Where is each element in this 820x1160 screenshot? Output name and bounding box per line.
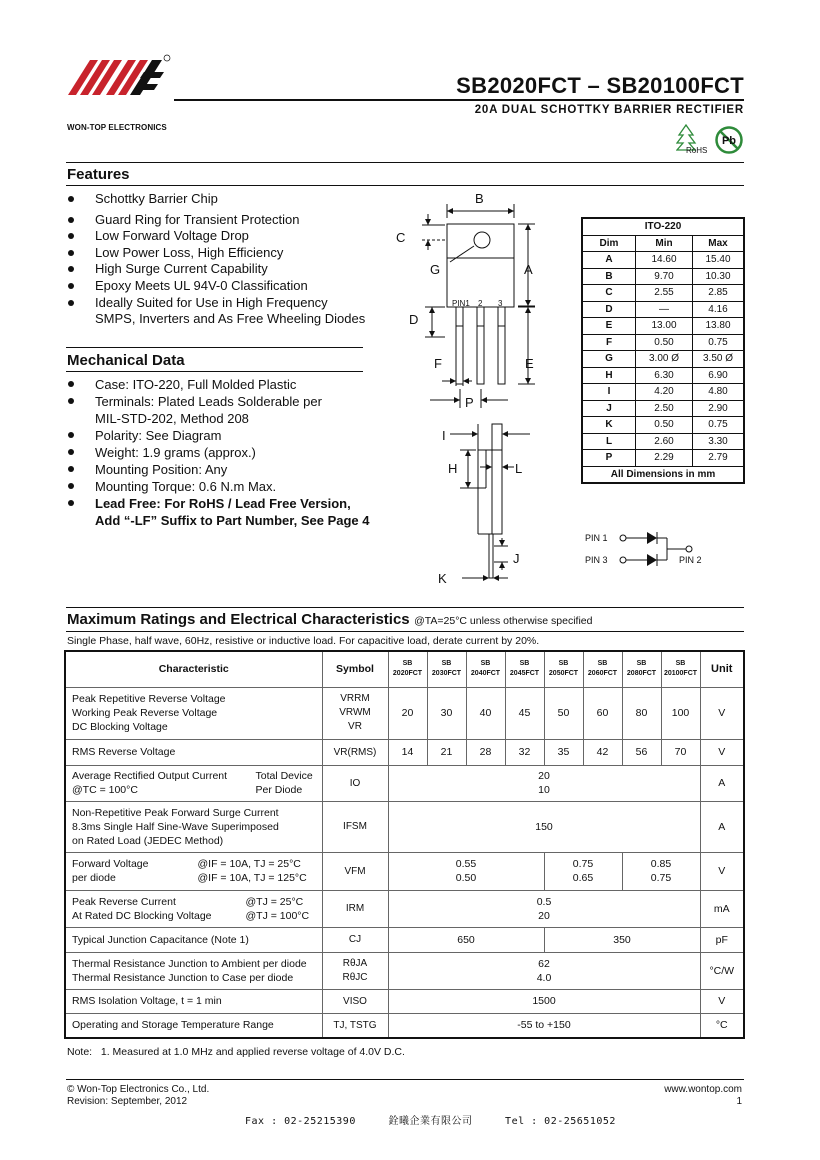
pin-label: PIN1 (452, 299, 470, 308)
list-item-continued: Add “-LF” Suffix to Part Number, See Page 4 (95, 513, 370, 528)
revision: Revision: September, 2012 (67, 1096, 188, 1107)
page-title: SB2020FCT – SB20100FCT (456, 73, 744, 98)
table-header: Unit (700, 651, 744, 687)
table-row: G 3.00 Ø 3.50 Ø (582, 351, 744, 368)
table-row: H 6.30 6.90 (582, 367, 744, 384)
ratings-note-line: Single Phase, half wave, 60Hz, resistive or inductive load. For capacitive load, derate current by 20%. (67, 635, 540, 647)
company-name: WON-TOP ELECTRONICS (67, 123, 167, 132)
pin-schematic (585, 528, 715, 574)
table-header: SB 20100FCT (661, 651, 700, 687)
features-top-rule (66, 162, 744, 163)
table-row: D — 4.16 (582, 301, 744, 318)
table-header: Min (636, 235, 693, 252)
pin-label: PIN 1 (585, 533, 608, 543)
package-outline-diagram (390, 186, 575, 596)
dim-label: E (525, 356, 534, 371)
list-item: Weight: 1.9 grams (approx.) (66, 444, 406, 461)
table-row: J 2.50 2.90 (582, 400, 744, 417)
list-item: High Surge Current Capability (66, 261, 406, 278)
list-item: Epoxy Meets UL 94V-0 Classification (66, 278, 406, 295)
ratings-title: Maximum Ratings and Electrical Characteristics (67, 611, 410, 628)
svg-text:RoHS: RoHS (686, 146, 708, 154)
table-row: P 2.29 2.79 (582, 450, 744, 467)
table-row: Peak Reverse Current @TJ = 25°C At Rated DC Blocking Voltage @TJ = 100°C IRM 0.5 20 mA (65, 890, 744, 927)
list-item: Guard Ring for Transient Protection (66, 212, 406, 229)
dim-label: B (475, 191, 484, 206)
dim-label: D (409, 312, 419, 327)
svg-text:Pb: Pb (721, 135, 737, 147)
table-row: Thermal Resistance Junction to Ambient per diode Thermal Resistance Junction to Case per diode RθJA RθJC 62 4.0 °C/W (65, 952, 744, 989)
table-row: Peak Repetitive Reverse Voltage Working Peak Reverse Voltage DC Blocking Voltage VRRM VRWM VR 20 30 40 45 50 60 80 100 V (65, 687, 744, 739)
list-item: Schottky Barrier Chip (66, 191, 406, 208)
list-item: Ideally Suited for Use in High Frequency (66, 295, 406, 312)
list-item: Case: ITO-220, Full Molded Plastic (66, 376, 406, 393)
dimensions-table (581, 217, 745, 484)
copyright: © Won-Top Electronics Co., Ltd. (67, 1084, 210, 1095)
dim-label: G (430, 262, 441, 277)
dim-label: I (442, 428, 446, 443)
list-item: Low Forward Voltage Drop (66, 228, 406, 245)
list-item: Low Power Loss, High Efficiency (66, 245, 406, 262)
table-row: Typical Junction Capacitance (Note 1) CJ 650 350 pF (65, 927, 744, 952)
table-row: C 2.55 2.85 (582, 285, 744, 302)
table-row: RMS Reverse Voltage VR(RMS) 14 21 28 32 35 42 56 70 V (65, 739, 744, 765)
footer-rule (66, 1079, 744, 1080)
mechanical-top-rule (66, 347, 363, 348)
title-rule (174, 99, 744, 101)
ratings-condition: @TA=25°C unless otherwise specified (414, 615, 593, 627)
table-row: B 9.70 10.30 (582, 268, 744, 285)
pin-label: PIN 3 (585, 555, 608, 565)
dim-label: A (524, 262, 533, 277)
dim-label: F (434, 356, 442, 371)
pin-label: 3 (498, 299, 503, 308)
list-item: Lead Free: For RoHS / Lead Free Version, (66, 495, 406, 512)
table-row: Forward Voltage @IF = 10A, TJ = 25°C per diode @IF = 10A, TJ = 125°C VFM 0.55 0.50 0.75 0.65 0.85 0.75 V (65, 852, 744, 890)
pb-free-icon (714, 125, 744, 155)
ratings-top-rule (66, 607, 744, 608)
pin-label: 2 (478, 299, 483, 308)
table-row: Non-Repetitive Peak Forward Surge Current 8.3ms Single Half Sine-Wave Superimposed on Rated Load (JEDEC Method) IFSM 150 A (65, 801, 744, 852)
mechanical-rule (66, 371, 363, 372)
fax-line: Fax : 02-25215390 銓曦企業有限公司 Tel : 02-25651052 (245, 1116, 616, 1127)
list-item: Mounting Torque: 0.6 N.m Max. (66, 478, 406, 495)
list-item-continued: MIL-STD-202, Method 208 (95, 411, 249, 426)
mechanical-list (66, 376, 406, 529)
table-row: A 14.60 15.40 (582, 252, 744, 269)
dim-label: K (438, 571, 447, 586)
ratings-rule (66, 631, 744, 632)
table-header: SB 2050FCT (544, 651, 583, 687)
table-header: SB 2060FCT (583, 651, 622, 687)
dim-label: H (448, 461, 458, 476)
table-row (65, 651, 744, 687)
dim-label: J (513, 551, 520, 566)
table-row: K 0.50 0.75 (582, 417, 744, 434)
list-item-continued: SMPS, Inverters and As Free Wheeling Diodes (95, 311, 366, 327)
table-header: Dim (582, 235, 636, 252)
table-row: RMS Isolation Voltage, t = 1 min VISO 1500 V (65, 989, 744, 1013)
ratings-heading (67, 611, 592, 629)
website-link[interactable]: www.wontop.com (664, 1084, 742, 1095)
table-row: E 13.00 13.80 (582, 318, 744, 335)
table-header: SB 2045FCT (505, 651, 544, 687)
company-logo (66, 50, 174, 120)
table-header: SB 2080FCT (622, 651, 661, 687)
table-title: ITO-220 (582, 218, 744, 235)
footnote: Note: 1. Measured at 1.0 MHz and applied reverse voltage of 4.0V D.C. (67, 1046, 405, 1058)
features-list (66, 191, 406, 328)
mechanical-title: Mechanical Data (67, 352, 185, 369)
list-item: Terminals: Plated Leads Solderable per (66, 393, 406, 410)
list-item: Polarity: See Diagram (66, 427, 406, 444)
table-row: Operating and Storage Temperature Range TJ, TSTG -55 to +150 °C (65, 1013, 744, 1038)
table-row: Average Rectified Output Current Total Device @TC = 100°C Per Diode IO 20 10 A (65, 765, 744, 801)
page-number: 1 (736, 1096, 742, 1107)
dim-label: C (396, 230, 406, 245)
table-header: SB 2040FCT (466, 651, 505, 687)
table-header: SB 2030FCT (427, 651, 466, 687)
table-header: Characteristic (65, 651, 322, 687)
dim-label: L (515, 461, 523, 476)
features-title: Features (67, 166, 130, 183)
table-row: F 0.50 0.75 (582, 334, 744, 351)
ratings-table (64, 650, 745, 1039)
dim-label: P (465, 395, 474, 410)
table-footer: All Dimensions in mm (582, 466, 744, 483)
table-row: I 4.20 4.80 (582, 384, 744, 401)
rohs-icon (676, 124, 710, 154)
table-header: Symbol (322, 651, 388, 687)
table-header: SB 2020FCT (388, 651, 427, 687)
list-item: Mounting Position: Any (66, 461, 406, 478)
table-header: Max (693, 235, 745, 252)
table-row: L 2.60 3.30 (582, 433, 744, 450)
pin-label: PIN 2 (679, 555, 702, 565)
page-subtitle: 20A DUAL SCHOTTKY BARRIER RECTIFIER (474, 104, 744, 116)
